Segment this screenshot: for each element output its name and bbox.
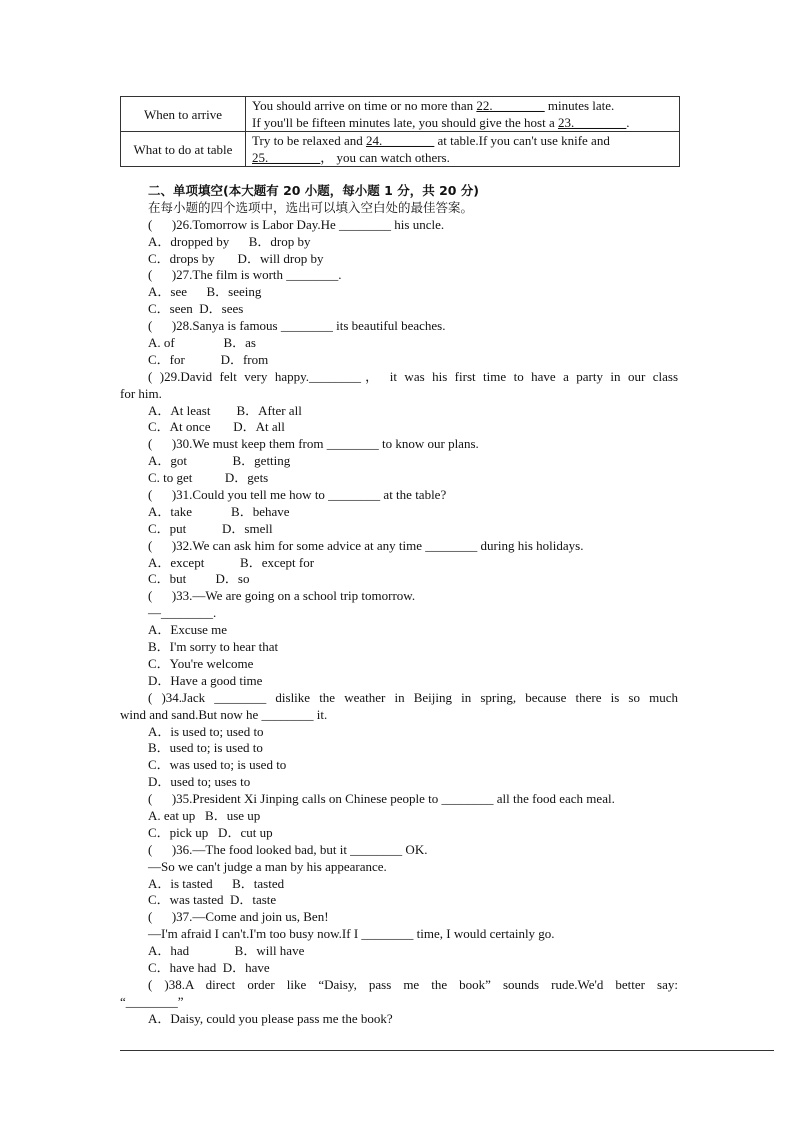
question-dialogue-line: —________. (148, 605, 217, 621)
question-item (148, 908, 688, 976)
blank-22: 22.________ (476, 98, 545, 113)
answer-options: A. eat up B．use up (148, 807, 261, 823)
table-row (121, 132, 680, 167)
question-item (120, 368, 688, 436)
question-stem: ( )35.President Xi Jinping calls on Chinese people to ________ all the food each meal. (148, 791, 615, 807)
answer-options: C．At once D．At all (148, 419, 285, 435)
question-stem: ( )32.We can ask him for some advice at any time ________ during his holidays. (148, 537, 584, 553)
answer-options: A．is tasted B．tasted (148, 875, 285, 891)
question-item (120, 976, 688, 1027)
question-item (120, 689, 688, 790)
question-item (148, 486, 688, 537)
question-stem: ( )31.Could you tell me how to ________ at the table? (148, 487, 447, 503)
table-value: You should arrive on time or no more than 22.________ minutes late. If you'll be fifteen minutes late, you should give the host a 23.________. (246, 97, 680, 132)
answer-options: C．pick up D．cut up (148, 824, 273, 840)
answer-options: C．was used to; is used to (148, 757, 287, 773)
section-instruction: 在每小题的四个选项中，选出可以填入空白处的最佳答案。 (148, 199, 474, 215)
answer-options: B．used to; is used to (148, 740, 263, 756)
question-stem-continued: for him. (120, 385, 162, 401)
blank-25: 25.________ (252, 150, 321, 165)
bottom-divider (120, 1050, 774, 1051)
question-item (148, 790, 688, 841)
answer-options: A．Daisy, could you please pass me the book? (148, 1010, 393, 1026)
question-stem-continued: “________” (120, 993, 184, 1009)
info-table (120, 96, 680, 167)
answer-options: A．is used to; used to (148, 723, 264, 739)
question-stem: ( )28.Sanya is famous ________ its beautiful beaches. (148, 318, 446, 334)
question-item (148, 841, 688, 909)
question-stem: ( )36.—The food looked bad, but it ________ OK. (148, 841, 428, 857)
table-key: What to do at table (121, 132, 246, 167)
question-stem: ( )38.A direct order like “Daisy, pass me the book” sounds rude.We'd better say: (148, 976, 678, 992)
question-stem: ( )27.The film is worth ________. (148, 267, 342, 283)
question-item (148, 216, 688, 267)
answer-options: B．I'm sorry to hear that (148, 639, 279, 655)
answer-options: C．have had D．have (148, 959, 270, 975)
question-list (120, 216, 688, 1027)
answer-options: C．but D．so (148, 571, 250, 587)
answer-options: C．was tasted D．taste (148, 892, 277, 908)
question-stem: ( )26.Tomorrow is Labor Day.He ________ his uncle. (148, 216, 445, 232)
answer-options: A．Excuse me (148, 622, 228, 638)
answer-options: D．Have a good time (148, 672, 263, 688)
question-stem: ( )33.—We are going on a school trip tomorrow. (148, 588, 416, 604)
table-key: When to arrive (121, 97, 246, 132)
question-item (148, 317, 688, 368)
answer-options: C．seen D．sees (148, 301, 244, 317)
answer-options: A．dropped by B．drop by (148, 233, 311, 249)
answer-options: D．used to; uses to (148, 774, 251, 790)
question-dialogue-line: —So we can't judge a man by his appearance. (148, 858, 387, 874)
table-value: Try to be relaxed and 24.________ at table.If you can't use knife and 25.________， you can watch others. (246, 132, 680, 167)
section-title: 二、单项填空(本大题有 20 小题，每小题 1 分，共 20 分) (148, 183, 480, 198)
question-stem: ( )29.David felt very happy.________， it was his first time to have a party in our class (148, 368, 678, 384)
question-item (148, 537, 688, 588)
answer-options: C．put D．smell (148, 520, 273, 536)
table-row (121, 97, 680, 132)
answer-options: C．for D．from (148, 351, 269, 367)
question-stem: ( )30.We must keep them from ________ to know our plans. (148, 436, 479, 452)
blank-23: 23.________ (557, 115, 627, 130)
question-stem-continued: wind and sand.But now he ________ it. (120, 706, 328, 722)
question-stem: ( )37.—Come and join us, Ben! (148, 909, 329, 925)
blank-24: 24.________ (365, 133, 435, 148)
question-stem: ( )34.Jack ________ dislike the weather in Beijing in spring, because there is so much (148, 689, 678, 705)
answer-options: A．had B．will have (148, 943, 305, 959)
multiple-choice-section (120, 182, 688, 1027)
question-item (148, 587, 688, 688)
answer-options: C. to get D．gets (148, 470, 269, 486)
answer-options: A．see B．seeing (148, 284, 262, 300)
answer-options: A．At least B．After all (148, 402, 302, 418)
question-dialogue-line: —I'm afraid I can't.I'm too busy now.If I ________ time, I would certainly go. (148, 926, 555, 942)
answer-options: A．take B．behave (148, 503, 290, 519)
answer-options: C．drops by D．will drop by (148, 250, 324, 266)
answer-options: C．You're welcome (148, 655, 254, 671)
question-item (148, 435, 688, 486)
question-item (148, 266, 688, 317)
answer-options: A．except B．except for (148, 554, 315, 570)
answer-options: A. of B．as (148, 335, 256, 351)
answer-options: A．got B．getting (148, 453, 291, 469)
